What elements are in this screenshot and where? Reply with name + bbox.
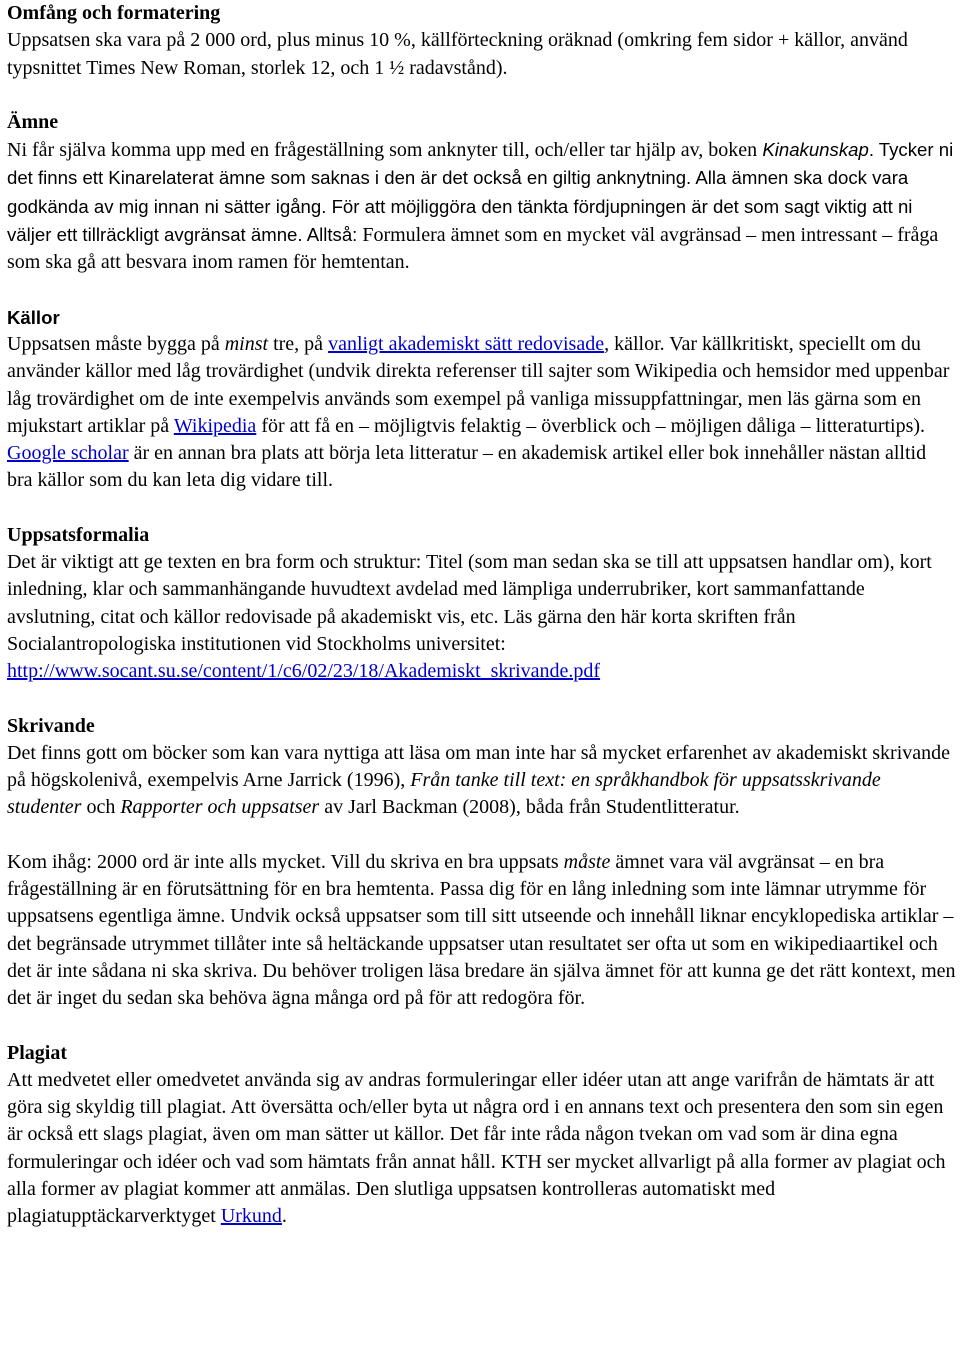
- book-title: Från tanke till text: en språkhandbok för uppsatsskrivande studenter: [7, 769, 881, 819]
- paragraph-text: ämnet vara väl avgränsat – en bra frågeställning är en förutsättning för en bra hemtenta. Passa dig för en lång inledning som inte lämnar utrymme för uppsatsens egentliga ämne. Undvik också uppsatser som till sitt utseende och innehåll liknar encyklopediska artiklar – det begränsade utrymmet tillåter inte så heltäckande uppsatser utan resultatet ser ofta ut som en wikipediaartikel och det är inte sådana ni ska skriva. Du behöver troligen läsa bredare än själva ämnet för att kunna ge det rätt kontext, men det är inget du sedan ska behöva ägna många ord på för att redogöra för.: [7, 850, 956, 1010]
- paragraph-text: .: [281, 1205, 287, 1228]
- section-paragraph: [7, 549, 956, 685]
- paragraph-text: tre, på: [268, 332, 329, 355]
- book-title: Kinakunskap: [762, 139, 869, 161]
- paragraph-text: Det är viktigt att ge texten en bra form och struktur: Titel (som man sedan ska se till att uppsatsen handlar om), kort inledning, klar och sammanhängande huvudtext avdelad med lämpliga underrubriker, kort sammanfattande avslutning, citat och källor redovisade på akademiskt vis, etc. Läs gärna den här korta skriften från Socialantropologiska institutionen vid Stockholms universitet:: [7, 551, 932, 655]
- section-paragraph: [7, 849, 956, 1013]
- link-wikipedia[interactable]: Wikipedia: [173, 414, 257, 437]
- section-heading: Omfång och formatering: [7, 2, 221, 24]
- paragraph-text: . Tycker ni det finns ett Kinarelaterat ämne som saknas i den är det också en giltig anknytning. Alla ämnen ska dock vara godkända av mig innan ni sätter igång. För att möjliggöra den tänkta fördjupningen är det som sagt viktig att ni väljer ett tillräckligt avgränsat ämne. Alltså:: [7, 139, 954, 246]
- emphasis-text: minst: [224, 332, 269, 355]
- paragraph-text: Kom ihåg: 2000 ord är inte alls mycket. Vill du skriva en bra uppsats: [7, 850, 564, 873]
- section-paragraph: [7, 1067, 956, 1231]
- section-heading: Källor: [7, 306, 60, 328]
- section-omfang: [7, 0, 956, 82]
- paragraph-text: Att medvetet eller omedvetet använda sig av andras formuleringar eller idéer utan att ange varifrån de hämtats är att göra sig skyldig till plagiat. Att översätta och/eller byta ut några ord i en annans text och presentera den som sin egen är också ett slags plagiat, även om man sätter ut källor. Det får inte råda någon tvekan om vad som är dina egna formuleringar och idéer och vad som hämtats från annat håll. KTH ser mycket allvarligt på alla former av plagiat och alla former av plagiat kommer att anmälas. Den slutliga uppsatsen kontrolleras automatiskt med plagiatupptäckarverktyget: [7, 1068, 946, 1228]
- section-paragraph: [7, 740, 956, 822]
- section-skrivande: [7, 713, 956, 822]
- paragraph-text: Ni får själva komma upp med en frågeställning som anknyter till, och/eller tar hjälp av, boken: [7, 139, 758, 162]
- paragraph-text: och: [81, 796, 121, 819]
- paragraph-text: av Jarl Backman (2008), båda från Studentlitteratur.: [319, 796, 740, 819]
- paragraph-text: Formulera ämnet som en mycket väl avgränsad – men intressant – fråga som ska gå att besvara inom ramen för hemtentan.: [7, 224, 939, 274]
- book-title: Rapporter och uppsatser: [120, 796, 320, 819]
- paragraph-text: Var källkritiskt, speciellt om du använder källor med låg trovärdighet (undvik direkta referenser till sajter som Wikipedia och hemsidor med uppenbar låg trovärdighet om de inte exempelvis används som exempel på vanliga missuppfattningar, men läs gärna som en mjukstart artiklar på: [7, 332, 950, 437]
- link-urkund[interactable]: Urkund: [220, 1205, 282, 1228]
- section-heading: Plagiat: [7, 1041, 67, 1064]
- section-heading: Ämne: [7, 110, 59, 133]
- paragraph-text: Uppsatsen måste bygga på: [7, 332, 225, 355]
- section-heading: Uppsatsformalia: [7, 523, 150, 546]
- emphasis-text: måste: [563, 850, 611, 873]
- section-kom-ihag: [7, 849, 956, 1013]
- paragraph-text: Det finns gott om böcker som kan vara nyttiga att läsa om man inte har så mycket erfarenhet av akademiskt skrivande på högskolenivå, exempelvis Arne Jarrick (1996),: [7, 741, 951, 792]
- paragraph-text: , källor.: [604, 332, 665, 355]
- section-amne: [7, 109, 956, 277]
- link-akademiskt-satt[interactable]: vanligt akademiskt sätt redovisade: [328, 332, 605, 355]
- section-kallor: [7, 304, 956, 495]
- section-heading: Skrivande: [7, 714, 95, 737]
- section-uppsatsformalia: [7, 522, 956, 686]
- section-plagiat: [7, 1040, 956, 1231]
- section-paragraph: Uppsatsen ska vara på 2 000 ord, plus minus 10 %, källförteckning oräknad (omkring fem sidor + källor, använd typsnittet Times New Roman, storlek 12, och 1 ½ radavstånd).: [7, 29, 908, 79]
- section-paragraph: [7, 136, 956, 276]
- section-paragraph: [7, 331, 956, 495]
- paragraph-text: för att få en – möjligtvis felaktig – överblick och – möjligen dåliga – litteraturtips).: [256, 414, 926, 437]
- link-akademiskt-skrivande-pdf[interactable]: http://www.socant.su.se/content/1/c6/02/23/18/Akademiskt_skrivande.pdf: [7, 660, 601, 683]
- link-google-scholar[interactable]: Google scholar: [7, 442, 129, 465]
- paragraph-text: är en annan bra plats att börja leta litteratur – en akademisk artikel eller bok innehåller nästan alltid bra källor som du kan leta dig vidare till.: [7, 442, 927, 492]
